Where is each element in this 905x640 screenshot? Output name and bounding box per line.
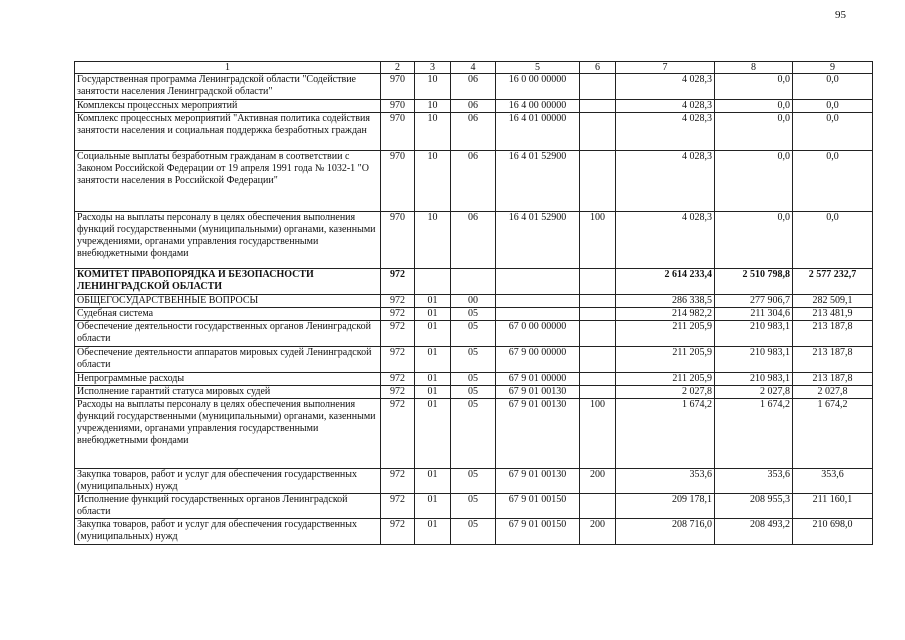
table-cell: 211 205,9 (616, 373, 715, 386)
header-cell: 3 (415, 62, 451, 74)
table-cell: 972 (381, 386, 415, 399)
table-cell: 67 9 01 00000 (496, 373, 580, 386)
table-cell: 05 (451, 494, 496, 519)
row-name-cell: Исполнение гарантий статуса мировых судей (75, 386, 381, 399)
budget-table (74, 61, 873, 545)
table-cell: 10 (415, 74, 451, 100)
table-cell (580, 74, 616, 100)
table-cell: 972 (381, 469, 415, 494)
table-cell: 213 187,8 (793, 321, 873, 347)
table-cell: 05 (451, 469, 496, 494)
table-cell: 100 (580, 212, 616, 269)
table-cell: 2 614 233,4 (616, 269, 715, 295)
table-cell: 4 028,3 (616, 151, 715, 212)
table-cell: 05 (451, 386, 496, 399)
table-cell: 0,0 (793, 74, 873, 100)
table-cell: 10 (415, 212, 451, 269)
table-cell: 4 028,3 (616, 113, 715, 151)
table-cell: 210 698,0 (793, 519, 873, 545)
row-name-cell: Исполнение функций государственных органов Ленинградской области (75, 494, 381, 519)
header-cell: 4 (451, 62, 496, 74)
table-cell: 67 9 01 00130 (496, 386, 580, 399)
table-row (75, 469, 873, 494)
table-cell (580, 347, 616, 373)
table-cell: 972 (381, 321, 415, 347)
table-cell: 211 304,6 (715, 308, 793, 321)
row-name-cell: Закупка товаров, работ и услуг для обеспечения государственных (муниципальных) нужд (75, 469, 381, 494)
table-row (75, 373, 873, 386)
header-cell: 5 (496, 62, 580, 74)
table-cell: 213 187,8 (793, 373, 873, 386)
table-cell: 282 509,1 (793, 295, 873, 308)
table-cell: 970 (381, 212, 415, 269)
table-cell: 06 (451, 100, 496, 113)
table-cell: 972 (381, 308, 415, 321)
table-cell: 0,0 (715, 74, 793, 100)
table-cell: 214 982,2 (616, 308, 715, 321)
table-cell: 208 716,0 (616, 519, 715, 545)
table-cell: 2 027,8 (616, 386, 715, 399)
table-cell: 0,0 (715, 100, 793, 113)
table-cell: 05 (451, 399, 496, 469)
table-cell: 970 (381, 100, 415, 113)
table-cell (580, 113, 616, 151)
row-name-cell: Непрограммные расходы (75, 373, 381, 386)
table-cell (451, 269, 496, 295)
table-cell: 16 4 01 52900 (496, 212, 580, 269)
table-cell: 1 674,2 (616, 399, 715, 469)
table-cell: 200 (580, 469, 616, 494)
row-name-cell: Обеспечение деятельности государственных органов Ленинградской области (75, 321, 381, 347)
table-cell: 972 (381, 295, 415, 308)
table-cell: 06 (451, 212, 496, 269)
table-cell: 4 028,3 (616, 100, 715, 113)
header-cell: 7 (616, 62, 715, 74)
table-cell: 06 (451, 74, 496, 100)
table-cell: 16 4 01 00000 (496, 113, 580, 151)
table-cell (580, 494, 616, 519)
table-row (75, 74, 873, 100)
table-cell: 05 (451, 373, 496, 386)
table-row (75, 347, 873, 373)
table-row (75, 399, 873, 469)
table-cell: 67 9 00 00000 (496, 347, 580, 373)
table-cell: 01 (415, 519, 451, 545)
table-cell: 2 027,8 (793, 386, 873, 399)
table-cell (496, 295, 580, 308)
row-name-cell: Закупка товаров, работ и услуг для обеспечения государственных (муниципальных) нужд (75, 519, 381, 545)
table-cell: 972 (381, 347, 415, 373)
row-name-cell: Государственная программа Ленинградской области "Содействие занятости населения Ленинградской области" (75, 74, 381, 100)
row-name-cell: Социальные выплаты безработным гражданам в соответствии с Законом Российской Федерации от 19 апреля 1991 года № 1032-1 "О занятости населения в Российской Федерации" (75, 151, 381, 212)
table-cell: 208 493,2 (715, 519, 793, 545)
table-cell: 211 205,9 (616, 321, 715, 347)
table-row (75, 386, 873, 399)
table-cell (580, 308, 616, 321)
table-cell: 0,0 (715, 113, 793, 151)
table-cell: 05 (451, 321, 496, 347)
table-cell: 10 (415, 100, 451, 113)
table-cell: 01 (415, 321, 451, 347)
table-cell: 970 (381, 113, 415, 151)
row-name-cell: Комплекс процессных мероприятий "Активная политика содействия занятости населения и социальная поддержка безработных граждан (75, 113, 381, 151)
table-cell (496, 308, 580, 321)
table-row (75, 308, 873, 321)
table-cell: 01 (415, 295, 451, 308)
table-cell: 200 (580, 519, 616, 545)
table-row (75, 295, 873, 308)
table-cell: 01 (415, 373, 451, 386)
table-row (75, 100, 873, 113)
table-row (75, 321, 873, 347)
table-row (75, 151, 873, 212)
table-cell: 353,6 (793, 469, 873, 494)
table-cell: 0,0 (793, 100, 873, 113)
table-cell: 16 4 00 00000 (496, 100, 580, 113)
table-cell: 0,0 (715, 151, 793, 212)
table-cell: 06 (451, 151, 496, 212)
row-name-cell: Судебная система (75, 308, 381, 321)
table-cell: 67 0 00 00000 (496, 321, 580, 347)
table-cell: 01 (415, 494, 451, 519)
table-cell: 210 983,1 (715, 321, 793, 347)
table-cell: 67 9 01 00150 (496, 519, 580, 545)
table-cell: 208 955,3 (715, 494, 793, 519)
table-row (75, 269, 873, 295)
table-cell: 972 (381, 269, 415, 295)
table-cell: 211 205,9 (616, 347, 715, 373)
table-row (75, 519, 873, 545)
table-cell: 972 (381, 373, 415, 386)
table-cell: 972 (381, 519, 415, 545)
table-cell: 01 (415, 469, 451, 494)
header-cell: 8 (715, 62, 793, 74)
header-cell: 2 (381, 62, 415, 74)
table-cell: 16 4 01 52900 (496, 151, 580, 212)
table-cell: 1 674,2 (715, 399, 793, 469)
table-row (75, 113, 873, 151)
table-cell: 05 (451, 347, 496, 373)
table-cell: 4 028,3 (616, 212, 715, 269)
row-name-cell: Обеспечение деятельности аппаратов мировых судей Ленинградской области (75, 347, 381, 373)
table-cell (580, 295, 616, 308)
table-row (75, 212, 873, 269)
table-cell: 05 (451, 308, 496, 321)
table-cell: 05 (451, 519, 496, 545)
table-cell: 4 028,3 (616, 74, 715, 100)
table-row (75, 494, 873, 519)
table-cell: 00 (451, 295, 496, 308)
table-cell: 01 (415, 308, 451, 321)
header-cell: 9 (793, 62, 873, 74)
table-cell: 970 (381, 74, 415, 100)
table-cell (580, 373, 616, 386)
table-cell: 10 (415, 113, 451, 151)
table-cell: 0,0 (793, 212, 873, 269)
table-cell: 67 9 01 00130 (496, 399, 580, 469)
table-cell: 16 0 00 00000 (496, 74, 580, 100)
row-name-cell: Расходы на выплаты персоналу в целях обеспечения выполнения функций государственными (муниципальными) органами, казенными учреждениями, органами управления государственными внебюджетными фондами (75, 399, 381, 469)
header-row (75, 62, 873, 74)
table-cell: 2 577 232,7 (793, 269, 873, 295)
table-cell: 972 (381, 399, 415, 469)
table-cell (580, 269, 616, 295)
table-cell: 209 178,1 (616, 494, 715, 519)
table-cell: 353,6 (715, 469, 793, 494)
table-cell: 2 510 798,8 (715, 269, 793, 295)
table-cell: 0,0 (793, 113, 873, 151)
table-cell (580, 386, 616, 399)
table-cell: 2 027,8 (715, 386, 793, 399)
row-name-cell: КОМИТЕТ ПРАВОПОРЯДКА И БЕЗОПАСНОСТИ ЛЕНИНГРАДСКОЙ ОБЛАСТИ (75, 269, 381, 295)
table-cell: 277 906,7 (715, 295, 793, 308)
table-cell: 213 481,9 (793, 308, 873, 321)
table-cell: 01 (415, 399, 451, 469)
table-cell: 01 (415, 386, 451, 399)
header-cell: 1 (75, 62, 381, 74)
table-cell: 0,0 (793, 151, 873, 212)
table-cell: 213 187,8 (793, 347, 873, 373)
table-cell: 0,0 (715, 212, 793, 269)
table-cell (580, 151, 616, 212)
row-name-cell: Расходы на выплаты персоналу в целях обеспечения выполнения функций государственными (муниципальными) органами, казенными учреждениями, органами управления государственными внебюджетными фондами (75, 212, 381, 269)
table-cell: 970 (381, 151, 415, 212)
table-cell: 210 983,1 (715, 373, 793, 386)
table-cell (580, 321, 616, 347)
table-cell: 06 (451, 113, 496, 151)
table-cell: 286 338,5 (616, 295, 715, 308)
page-number: 95 (835, 9, 846, 21)
table-cell: 67 9 01 00150 (496, 494, 580, 519)
table-cell (496, 269, 580, 295)
table-cell: 10 (415, 151, 451, 212)
table-cell: 67 9 01 00130 (496, 469, 580, 494)
row-name-cell: Комплексы процессных мероприятий (75, 100, 381, 113)
table-cell: 353,6 (616, 469, 715, 494)
table-cell: 100 (580, 399, 616, 469)
table-cell: 1 674,2 (793, 399, 873, 469)
table-cell (580, 100, 616, 113)
table-cell (415, 269, 451, 295)
table-cell: 972 (381, 494, 415, 519)
table-cell: 01 (415, 347, 451, 373)
table-cell: 211 160,1 (793, 494, 873, 519)
row-name-cell: ОБЩЕГОСУДАРСТВЕННЫЕ ВОПРОСЫ (75, 295, 381, 308)
header-cell: 6 (580, 62, 616, 74)
table-cell: 210 983,1 (715, 347, 793, 373)
